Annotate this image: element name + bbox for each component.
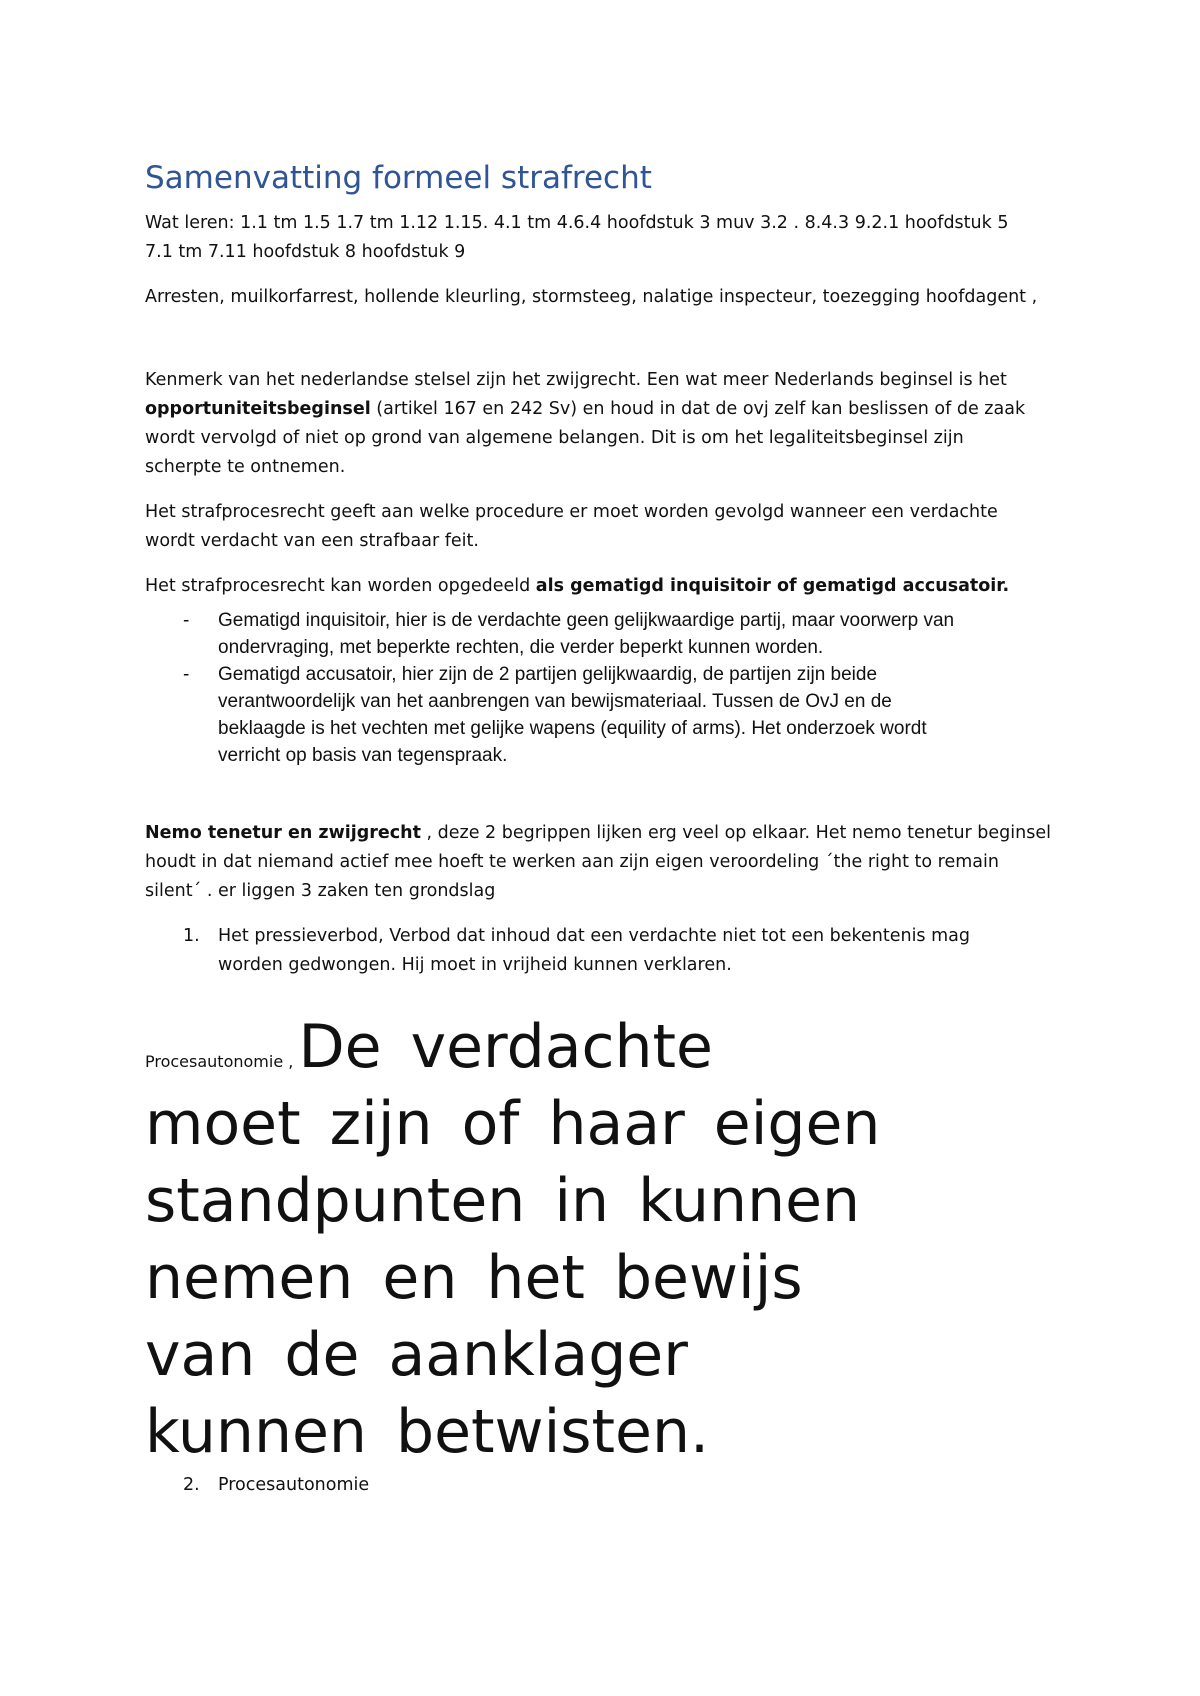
opdeling-paragraph	[145, 572, 1080, 601]
strafprocesrecht-line-2: wordt verdacht van een strafbaar feit.	[145, 531, 479, 552]
item-1-line-2: worden gedwongen. Hij moet in vrijheid kunnen verklaren.	[218, 955, 732, 976]
large-text-line-1: De verdachte	[298, 1012, 713, 1083]
bullet-dash: -	[183, 664, 190, 686]
large-text-block	[145, 1086, 1080, 1471]
nemo-tenetur-line-1	[145, 819, 1080, 848]
opdeling-term: als gematigd inquisitoir of gematigd accusatoir.	[535, 576, 1010, 597]
bullet-2-line-1: Gematigd accusatoir, hier zijn de 2 partijen gelijkwaardig, de partijen zijn beide	[218, 664, 878, 686]
bullet-1-line-1: Gematigd inquisitoir, hier is de verdachte geen gelijkwaardige partij, maar voorwerp van	[218, 610, 955, 632]
procesautonomie-line	[145, 1008, 1080, 1086]
large-text-line-5: van de aanklager	[145, 1320, 688, 1391]
bullet-2-line-4: verricht op basis van tegenspraak.	[218, 745, 508, 767]
grondslag-list-continued	[145, 1471, 1080, 1500]
stelsel-bullet-list	[145, 607, 1080, 769]
opportuniteit-paragraph	[145, 366, 1080, 482]
opportuniteit-line-2-rest: (artikel 167 en 242 Sv) en houd in dat de ovj zelf kan beslissen of de zaak	[370, 399, 1026, 420]
list-item	[145, 661, 1080, 769]
nemo-tenetur-paragraph	[145, 819, 1080, 906]
list-item	[145, 922, 1080, 980]
list-item	[145, 1471, 1080, 1500]
list-number: 1.	[183, 926, 200, 947]
bullet-2-line-3: beklaagde is het vechten met gelijke wapens (equility of arms). Het onderzoek wordt	[218, 718, 927, 740]
opportuniteit-line-4: scherpte te ontnemen.	[145, 457, 346, 478]
bullet-dash: -	[183, 610, 190, 632]
opportuniteit-line-2	[145, 395, 1080, 424]
opportuniteit-line-3: wordt vervolgd of niet op grond van algemene belangen. Dit is om het legaliteitsbeginsel zijn	[145, 428, 964, 449]
list-item	[145, 607, 1080, 661]
nemo-tenetur-line-2: houdt in dat niemand actief mee hoeft te werken aan zijn eigen veroordeling ´the right to remain	[145, 852, 999, 873]
large-text-line-4: nemen en het bewijs	[145, 1243, 803, 1314]
large-text-line-2: moet zijn of haar eigen	[145, 1089, 881, 1160]
spacer	[145, 769, 1080, 819]
opportuniteit-term: opportuniteitsbeginsel	[145, 399, 371, 420]
arresten-paragraph: Arresten, muilkorfarrest, hollende kleurling, stormsteeg, nalatige inspecteur, toezegging hoofdagent ,	[145, 287, 1038, 308]
strafprocesrecht-paragraph	[145, 498, 1080, 556]
opdeling-text: Het strafprocesrecht kan worden opgedeeld	[145, 576, 536, 597]
large-text-line-3: standpunten in kunnen	[145, 1166, 861, 1237]
opportuniteit-line-1: Kenmerk van het nederlandse stelsel zijn het zwijgrecht. Een wat meer Nederlands beginsel is het	[145, 370, 1007, 391]
spacer	[145, 328, 1080, 366]
strafprocesrecht-line-1: Het strafprocesrecht geeft aan welke procedure er moet worden gevolgd wanneer een verdachte	[145, 502, 998, 523]
nemo-tenetur-term: Nemo tenetur en zwijgrecht	[145, 823, 421, 844]
nemo-tenetur-line-3: silent´ . er liggen 3 zaken ten grondslag	[145, 881, 496, 902]
procesautonomie-prefix: Procesautonomie ,	[145, 1052, 299, 1072]
study-scope-paragraph	[145, 209, 1080, 267]
list-number: 2.	[183, 1475, 200, 1496]
study-scope-line-2: 7.1 tm 7.11 hoofdstuk 8 hoofdstuk 9	[145, 242, 466, 263]
document-page	[145, 160, 1080, 1500]
grondslag-list	[145, 922, 1080, 980]
item-2-line-1: Procesautonomie	[218, 1475, 370, 1496]
bullet-2-line-2: verantwoordelijk van het aanbrengen van bewijsmateriaal. Tussen de OvJ en de	[218, 691, 892, 713]
large-text-line-6: kunnen betwisten.	[145, 1397, 710, 1468]
nemo-tenetur-line-1-rest: , deze 2 begrippen lijken erg veel op elkaar. Het nemo tenetur beginsel	[420, 823, 1051, 844]
document-title: Samenvatting formeel strafrecht	[145, 160, 652, 196]
study-scope-line-1: Wat leren: 1.1 tm 1.5 1.7 tm 1.12 1.15. 4.1 tm 4.6.4 hoofdstuk 3 muv 3.2 . 8.4.3 9.2.1 hoofdstuk 5	[145, 213, 1009, 234]
bullet-1-line-2: ondervraging, met beperkte rechten, die verder beperkt kunnen worden.	[218, 637, 824, 659]
item-1-line-1: Het pressieverbod, Verbod dat inhoud dat een verdachte niet tot een bekentenis mag	[218, 926, 970, 947]
